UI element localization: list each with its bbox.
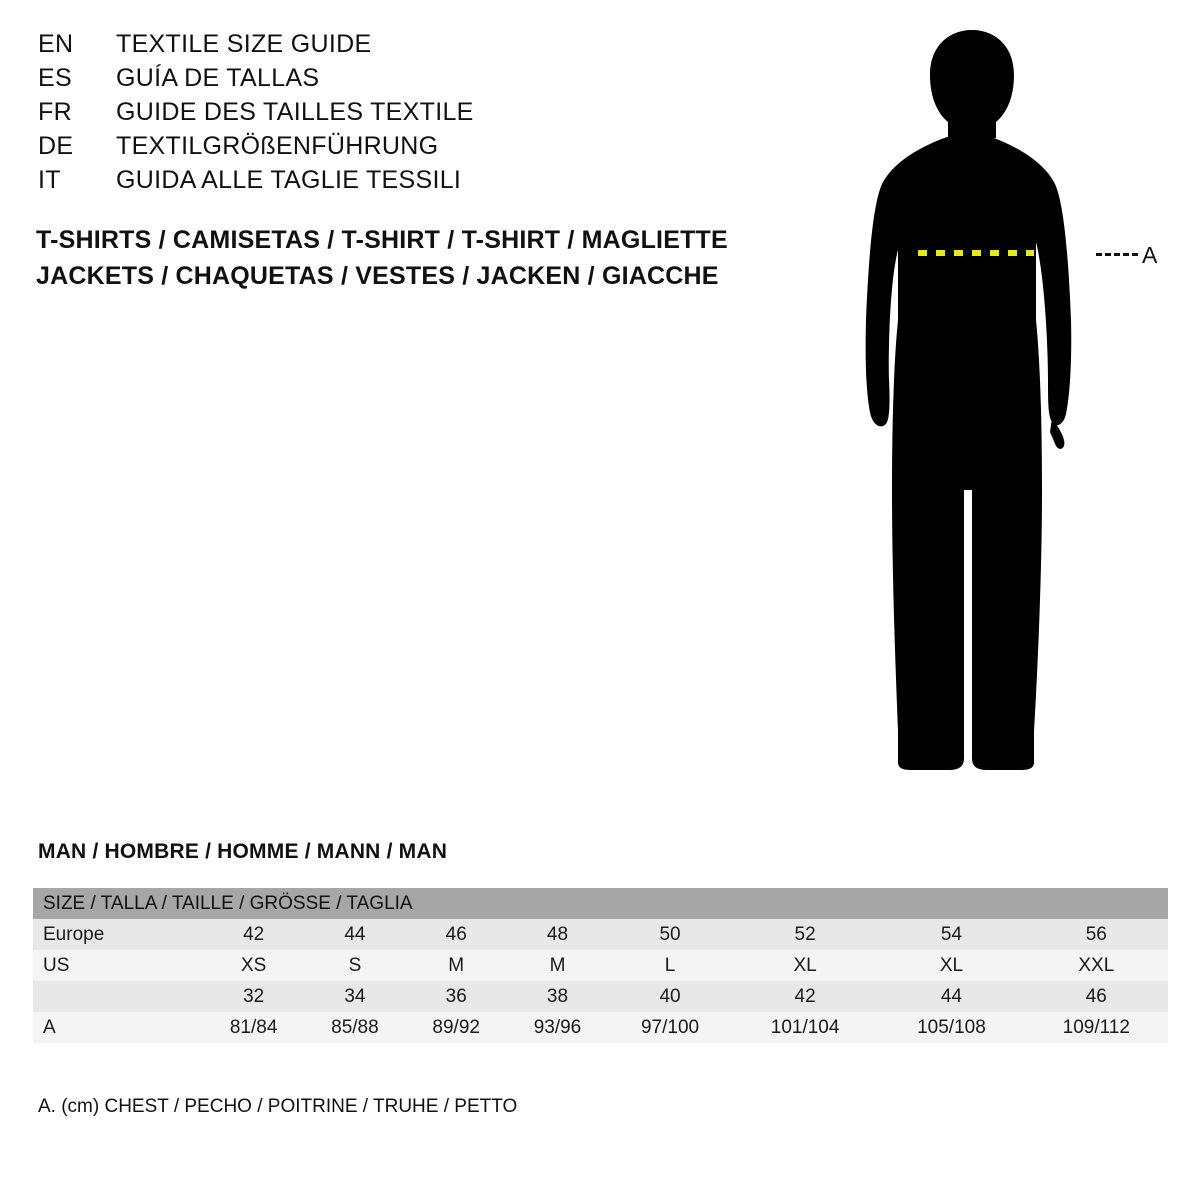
table-cell: 50 xyxy=(608,919,732,950)
language-title: GUÍA DE TALLAS xyxy=(116,64,320,92)
table-cell: 93/96 xyxy=(507,1012,608,1043)
table-cell: 42 xyxy=(203,919,304,950)
table-footnote: A. (cm) CHEST / PECHO / POITRINE / TRUHE / PETTO xyxy=(38,1096,518,1117)
table-cell: M xyxy=(406,950,507,981)
table-cell: XS xyxy=(203,950,304,981)
table-cell: 34 xyxy=(304,981,405,1012)
table-cell: L xyxy=(608,950,732,981)
size-table xyxy=(33,888,1168,1043)
table-cell: 44 xyxy=(304,919,405,950)
language-row xyxy=(38,64,758,98)
table-cell: 97/100 xyxy=(608,1012,732,1043)
table-cell: 38 xyxy=(507,981,608,1012)
table-cell: 40 xyxy=(608,981,732,1012)
garment-type-list xyxy=(36,222,796,294)
table-cell: 89/92 xyxy=(406,1012,507,1043)
measure-label-a: A xyxy=(1142,242,1158,268)
table-cell: 46 xyxy=(1025,981,1168,1012)
table-cell: 48 xyxy=(507,919,608,950)
table-cell: 44 xyxy=(878,981,1024,1012)
measure-leader-line xyxy=(1096,253,1138,256)
table-cell: 56 xyxy=(1025,919,1168,950)
table-cell: XL xyxy=(732,950,878,981)
row-label: US xyxy=(33,950,203,981)
garment-type-jackets: JACKETS / CHAQUETAS / VESTES / JACKEN / GIACCHE xyxy=(36,262,719,290)
row-label: Europe xyxy=(33,919,203,950)
table-row xyxy=(33,950,1168,981)
silhouette-svg xyxy=(820,20,1180,800)
language-code: IT xyxy=(38,166,61,194)
language-row xyxy=(38,98,758,132)
language-title: GUIDA ALLE TAGLIE TESSILI xyxy=(116,166,462,194)
table-cell: 46 xyxy=(406,919,507,950)
row-label xyxy=(33,981,203,1012)
table-cell: 101/104 xyxy=(732,1012,878,1043)
garment-type-tshirts: T-SHIRTS / CAMISETAS / T-SHIRT / T-SHIRT / MAGLIETTE xyxy=(36,226,728,254)
language-row xyxy=(38,166,758,200)
table-cell: 109/112 xyxy=(1025,1012,1168,1043)
table-cell: 54 xyxy=(878,919,1024,950)
language-row xyxy=(38,30,758,64)
section-title-man: MAN / HOMBRE / HOMME / MANN / MAN xyxy=(38,840,448,863)
table-row xyxy=(33,981,1168,1012)
language-title: GUIDE DES TAILLES TEXTILE xyxy=(116,98,474,126)
language-row xyxy=(38,132,758,166)
table-header-label: SIZE / TALLA / TAILLE / GRÖSSE / TAGLIA xyxy=(33,888,1168,919)
table-cell: 42 xyxy=(732,981,878,1012)
table-cell: 36 xyxy=(406,981,507,1012)
row-label: A xyxy=(33,1012,203,1043)
table-cell: S xyxy=(304,950,405,981)
table-row xyxy=(33,919,1168,950)
language-title: TEXTILGRÖßENFÜHRUNG xyxy=(116,132,439,160)
table-cell: XXL xyxy=(1025,950,1168,981)
table-header-row xyxy=(33,888,1168,919)
table-row xyxy=(33,1012,1168,1043)
language-header-block xyxy=(38,30,758,200)
table-cell: 81/84 xyxy=(203,1012,304,1043)
table-cell: 105/108 xyxy=(878,1012,1024,1043)
table-cell: 32 xyxy=(203,981,304,1012)
language-code: DE xyxy=(38,132,74,160)
language-code: EN xyxy=(38,30,74,58)
table-cell: M xyxy=(507,950,608,981)
language-code: ES xyxy=(38,64,72,92)
body-silhouette-figure xyxy=(820,20,1180,800)
language-code: FR xyxy=(38,98,72,126)
table-cell: 52 xyxy=(732,919,878,950)
table-cell: 85/88 xyxy=(304,1012,405,1043)
table-cell: XL xyxy=(878,950,1024,981)
language-title: TEXTILE SIZE GUIDE xyxy=(116,30,372,58)
